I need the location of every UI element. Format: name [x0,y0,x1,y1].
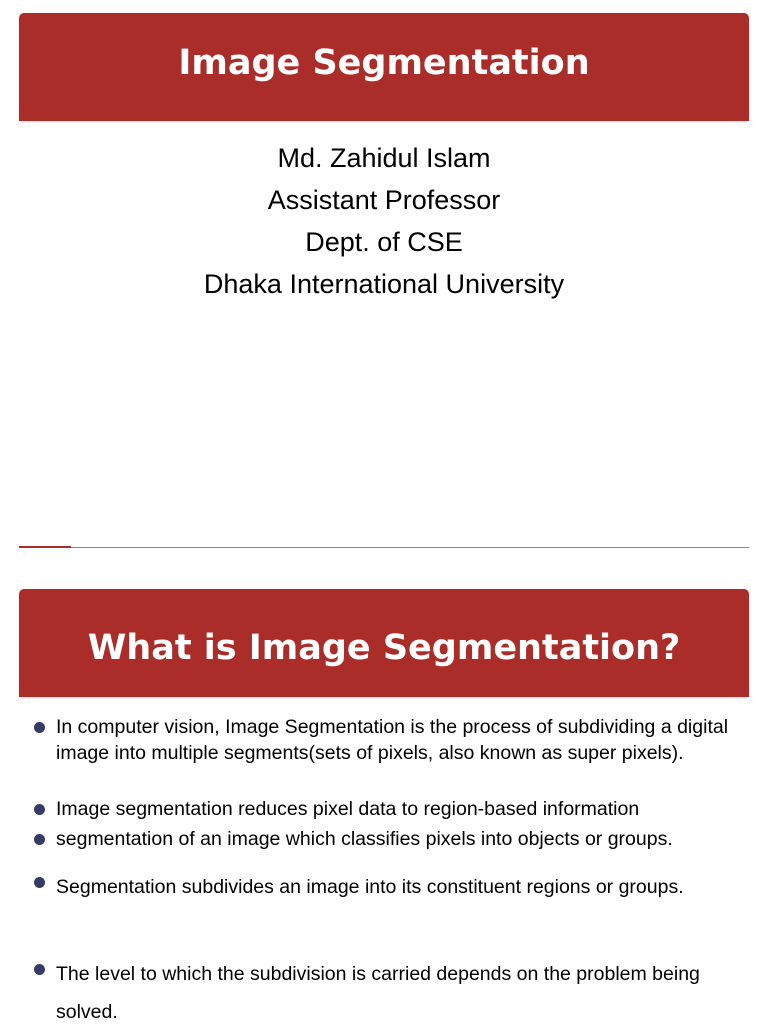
list-item [56,826,746,852]
slide2-title: What is Image Segmentation? [87,628,681,668]
slide2-title-banner [19,589,749,697]
bullet-dot-icon [34,804,45,815]
bullet-text: The level to which the subdivision is carried depends on the problem being solved. [56,963,700,1023]
slide1-title-banner [19,13,749,121]
author-info [0,140,768,308]
author-name: Md. Zahidul Islam [277,143,491,173]
bullet-text: segmentation of an image which classifies pixels into objects or groups. [56,828,673,850]
list-item [56,868,696,906]
slide-divider-accent [19,546,71,548]
list-item [56,714,746,766]
bullet-dot-icon [34,722,45,733]
bullet-text: Image segmentation reduces pixel data to region-based information [56,798,640,820]
list-item [56,955,716,1031]
bullet-text: In computer vision, Image Segmentation is the process of subdividing a digital image into multiple segments(sets of pixels, also known as super pixels). [56,716,729,764]
bullet-dot-icon [34,834,45,845]
slide1-title: Image Segmentation [178,43,590,83]
bullet-text: Segmentation subdivides an image into its constituent regions or groups. [56,876,684,898]
bullet-dot-icon [34,877,45,888]
slide-divider [19,547,749,548]
bullet-dot-icon [34,964,45,975]
author-position: Assistant Professor [267,185,501,215]
author-university: Dhaka International University [203,269,565,299]
list-item [56,796,746,822]
author-department: Dept. of CSE [305,227,463,257]
